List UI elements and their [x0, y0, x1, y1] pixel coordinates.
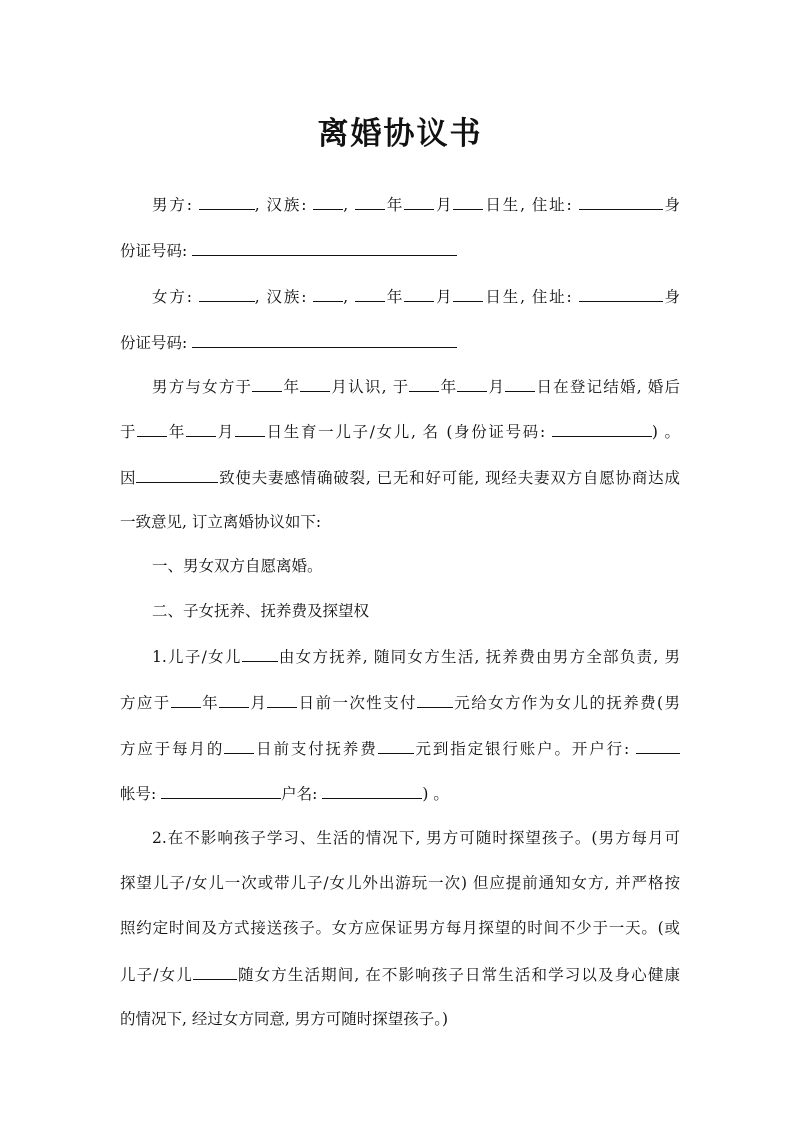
text: 份证号码: — [120, 334, 188, 352]
clause-two-heading: 二、子女抚养、抚养费及探望权 — [152, 602, 370, 620]
account-number-blank — [161, 783, 281, 799]
custody-line-3 — [120, 738, 680, 759]
intro-line-2 — [120, 421, 680, 442]
man-address-blank — [579, 194, 663, 210]
text: 因 — [120, 469, 137, 487]
text: 日生, 住址: — [483, 288, 572, 306]
visitation-line-1: 2.在不影响孩子学习、生活的情况下, 男方可随时探望孩子。(男方每月可 — [152, 829, 680, 847]
text: 1.儿子/女儿 — [152, 648, 242, 666]
marry-month-blank — [457, 376, 487, 392]
text: 日前一次性支付 — [297, 694, 417, 712]
text: 月 — [434, 288, 454, 306]
intro-line-3 — [120, 467, 680, 488]
text: 年 — [384, 196, 405, 214]
text: 致使夫妻感情确破裂, 已无和好可能, 现经夫妻双方自愿协商达成 — [218, 469, 680, 487]
text: 月 — [434, 196, 454, 214]
intro-line-4: 一致意见, 订立离婚协议如下: — [120, 513, 322, 531]
text: 随女方生活期间, 在不影响孩子日常生活和学习以及身心健康 — [236, 966, 680, 984]
pay-month-blank — [219, 692, 249, 708]
text: 月 — [216, 423, 235, 441]
text: 男方: — [152, 196, 192, 214]
text: ) 。 — [422, 785, 449, 803]
man-birth-month-blank — [404, 194, 434, 210]
text: 方应于每月的 — [120, 740, 225, 758]
text: 由女方抚养, 随同女方生活, 抚养费由男方全部负责, 男 — [277, 648, 680, 666]
woman-ethnicity-blank — [313, 286, 343, 302]
intro-line-1 — [152, 376, 680, 397]
text: 日前支付抚养费 — [254, 740, 378, 758]
birth-day-blank — [235, 421, 265, 437]
text: 元到指定银行账户。开户行: — [413, 740, 630, 758]
text: , 汉族: — [254, 288, 307, 306]
lump-sum-amount-blank — [417, 692, 453, 708]
text: 男方与女方于 — [152, 378, 253, 396]
birth-month-blank — [186, 421, 216, 437]
visitation-line-3: 照约定时间及方式接送孩子。女方应保证男方每月探望的时间不少于一天。(或 — [120, 919, 680, 937]
woman-id-number-blank — [192, 332, 457, 348]
woman-birth-year-blank — [355, 286, 385, 302]
bank-name-blank — [636, 738, 680, 754]
man-birth-year-blank — [355, 194, 385, 210]
marry-day-blank — [505, 376, 535, 392]
woman-info-line-2 — [120, 332, 680, 353]
monthly-amount-blank — [378, 738, 414, 754]
man-info-line-1 — [152, 194, 680, 215]
marry-year-blank — [409, 376, 439, 392]
text: 日生, 住址: — [483, 196, 572, 214]
woman-name-blank — [199, 286, 255, 302]
child-blank-2 — [193, 964, 237, 980]
text: 元给女方作为女儿的抚养费(男 — [452, 694, 680, 712]
text: 年 — [200, 694, 219, 712]
woman-address-blank — [579, 286, 663, 302]
pay-year-blank — [171, 692, 201, 708]
man-name-blank — [199, 194, 255, 210]
man-birth-day-blank — [453, 194, 483, 210]
woman-info-line-1 — [152, 286, 680, 307]
divorce-reason-blank — [136, 467, 218, 483]
text: 份证号码: — [120, 242, 188, 260]
text: 女方: — [152, 288, 192, 306]
meet-month-blank — [300, 376, 330, 392]
man-info-line-2 — [120, 240, 680, 261]
woman-birth-day-blank — [453, 286, 483, 302]
child-id-number-blank — [552, 421, 652, 437]
text: 年 — [384, 288, 405, 306]
text: 日在登记结婚, 婚后 — [535, 378, 680, 396]
text: , — [343, 288, 349, 306]
text: 身 — [662, 288, 680, 306]
text: 身 — [662, 196, 680, 214]
man-ethnicity-blank — [313, 194, 343, 210]
visitation-line-2: 探望儿子/女儿一次或带儿子/女儿外出游玩一次) 但应提前通知女方, 并严格按 — [120, 874, 680, 892]
custody-line-2 — [120, 692, 680, 713]
child-name-blank — [242, 646, 278, 662]
text: 月 — [487, 378, 506, 396]
document-title: 离婚协议书 — [317, 116, 483, 152]
monthly-pay-day-blank — [224, 738, 254, 754]
text: , 汉族: — [254, 196, 307, 214]
text: 帐号: — [120, 785, 157, 803]
man-id-number-blank — [192, 240, 457, 256]
text: 年 — [167, 423, 187, 441]
clause-one: 一、男女双方自愿离婚。 — [152, 557, 323, 575]
visitation-line-5: 的情况下, 经过女方同意, 男方可随时探望孩子。) — [120, 1010, 449, 1028]
text: 方应于 — [120, 694, 171, 712]
account-holder-blank — [322, 783, 422, 799]
pay-day-blank — [267, 692, 297, 708]
visitation-line-4 — [120, 964, 680, 985]
custody-line-1 — [152, 646, 680, 667]
text: ) 。 — [651, 423, 680, 441]
woman-birth-month-blank — [404, 286, 434, 302]
text: 月 — [248, 694, 268, 712]
text: 月认识, 于 — [330, 378, 410, 396]
text: , — [343, 196, 349, 214]
text: 于 — [120, 423, 138, 441]
text: 户名: — [281, 785, 318, 803]
text: 年 — [439, 378, 458, 396]
birth-year-blank — [137, 421, 167, 437]
text: 儿子/女儿 — [120, 966, 193, 984]
text: 日生育一儿子/女儿, 名 (身份证号码: — [264, 423, 546, 441]
text: 年 — [282, 378, 301, 396]
custody-line-4 — [120, 783, 680, 804]
meet-year-blank — [252, 376, 282, 392]
